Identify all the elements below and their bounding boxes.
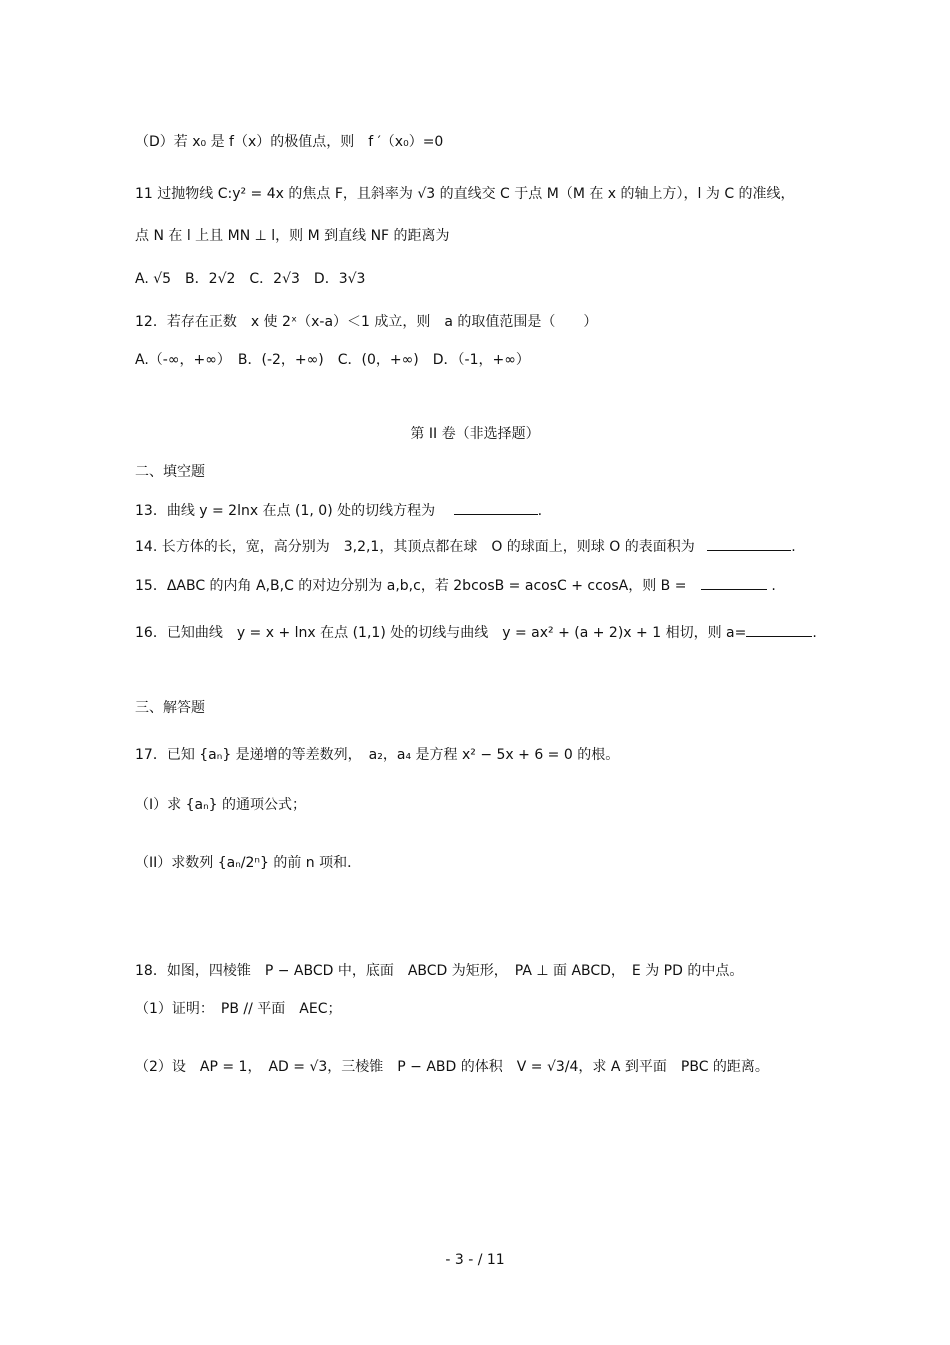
question-12: 12．若存在正数 x 使 2ˣ（x-a）＜1 成立，则 a 的取值范围是（ ） <box>135 314 598 330</box>
question-13-text: 13．曲线 y = 2lnx 在点 (1, 0) 处的切线方程为 <box>135 503 436 519</box>
question-12-options: A.（-∞，+∞） B．(-2，+∞) C．(0，+∞) D．（-1，+∞） <box>135 352 530 368</box>
fill-in-heading: 二、填空题 <box>135 464 205 480</box>
question-11-line-1: 11 过抛物线 C:y² = 4x 的焦点 F，且斜率为 √3 的直线交 C 于点 M（M 在 x 的轴上方），l 为 C 的准线， <box>135 186 795 202</box>
answer-blank <box>701 575 767 590</box>
question-13: 13．曲线 y = 2lnx 在点 (1, 0) 处的切线方程为 . <box>135 500 815 521</box>
answer-blank <box>746 622 812 637</box>
question-17-part-1: （I）求 {aₙ} 的通项公式； <box>135 797 307 813</box>
answer-heading: 三、解答题 <box>135 700 205 716</box>
question-18-part-2: （2）设 AP = 1， AD = √3，三棱锥 P − ABD 的体积 V = √3/4，求 A 到平面 PBC 的距离。 <box>135 1059 769 1075</box>
page-number: - 3 - / 11 <box>445 1252 505 1268</box>
question-15-text: 15．ΔABC 的内角 A,B,C 的对边分别为 a,b,c，若 2bcosB = acosC + ccosA，则 B = <box>135 578 687 594</box>
question-14-text: 14. 长方体的长，宽，高分别为 3,2,1，其顶点都在球 O 的球面上，则球 O 的表面积为 <box>135 539 695 555</box>
question-18-part-1: （1）证明： PB // 平面 AEC； <box>135 1001 342 1017</box>
answer-blank <box>454 500 538 515</box>
question-11-options: A. √5 B．2√2 C．2√3 D．3√3 <box>135 271 366 287</box>
question-17: 17．已知 {aₙ} 是递增的等差数列， a₂，a₄ 是方程 x² − 5x + 6 = 0 的根。 <box>135 747 620 763</box>
question-15: 15．ΔABC 的内角 A,B,C 的对边分别为 a,b,c，若 2bcosB = acosC + ccosA，则 B = . <box>135 575 815 596</box>
question-16-text: 16．已知曲线 y = x + lnx 在点 (1,1) 处的切线与曲线 y = ax² + (a + 2)x + 1 相切，则 a= <box>135 625 747 641</box>
question-17-part-2: （II）求数列 {aₙ/2ⁿ} 的前 n 项和． <box>135 855 362 871</box>
question-14: 14. 长方体的长，宽，高分别为 3,2,1，其顶点都在球 O 的球面上，则球 O 的表面积为 . <box>135 536 815 557</box>
question-11-line-2: 点 N 在 l 上且 MN ⊥ l，则 M 到直线 NF 的距离为 <box>135 228 450 244</box>
question-16: 16．已知曲线 y = x + lnx 在点 (1,1) 处的切线与曲线 y = ax² + (a + 2)x + 1 相切，则 a= . <box>135 622 815 643</box>
option-d: （D）若 x₀ 是 f（x）的极值点，则 f ′（x₀）=0 <box>135 134 444 150</box>
answer-blank <box>707 536 791 551</box>
question-18: 18．如图，四棱锥 P − ABCD 中，底面 ABCD 为矩形， PA ⊥ 面 ABCD， E 为 PD 的中点。 <box>135 963 744 979</box>
section-title: 第 II 卷（非选择题） <box>410 426 540 442</box>
